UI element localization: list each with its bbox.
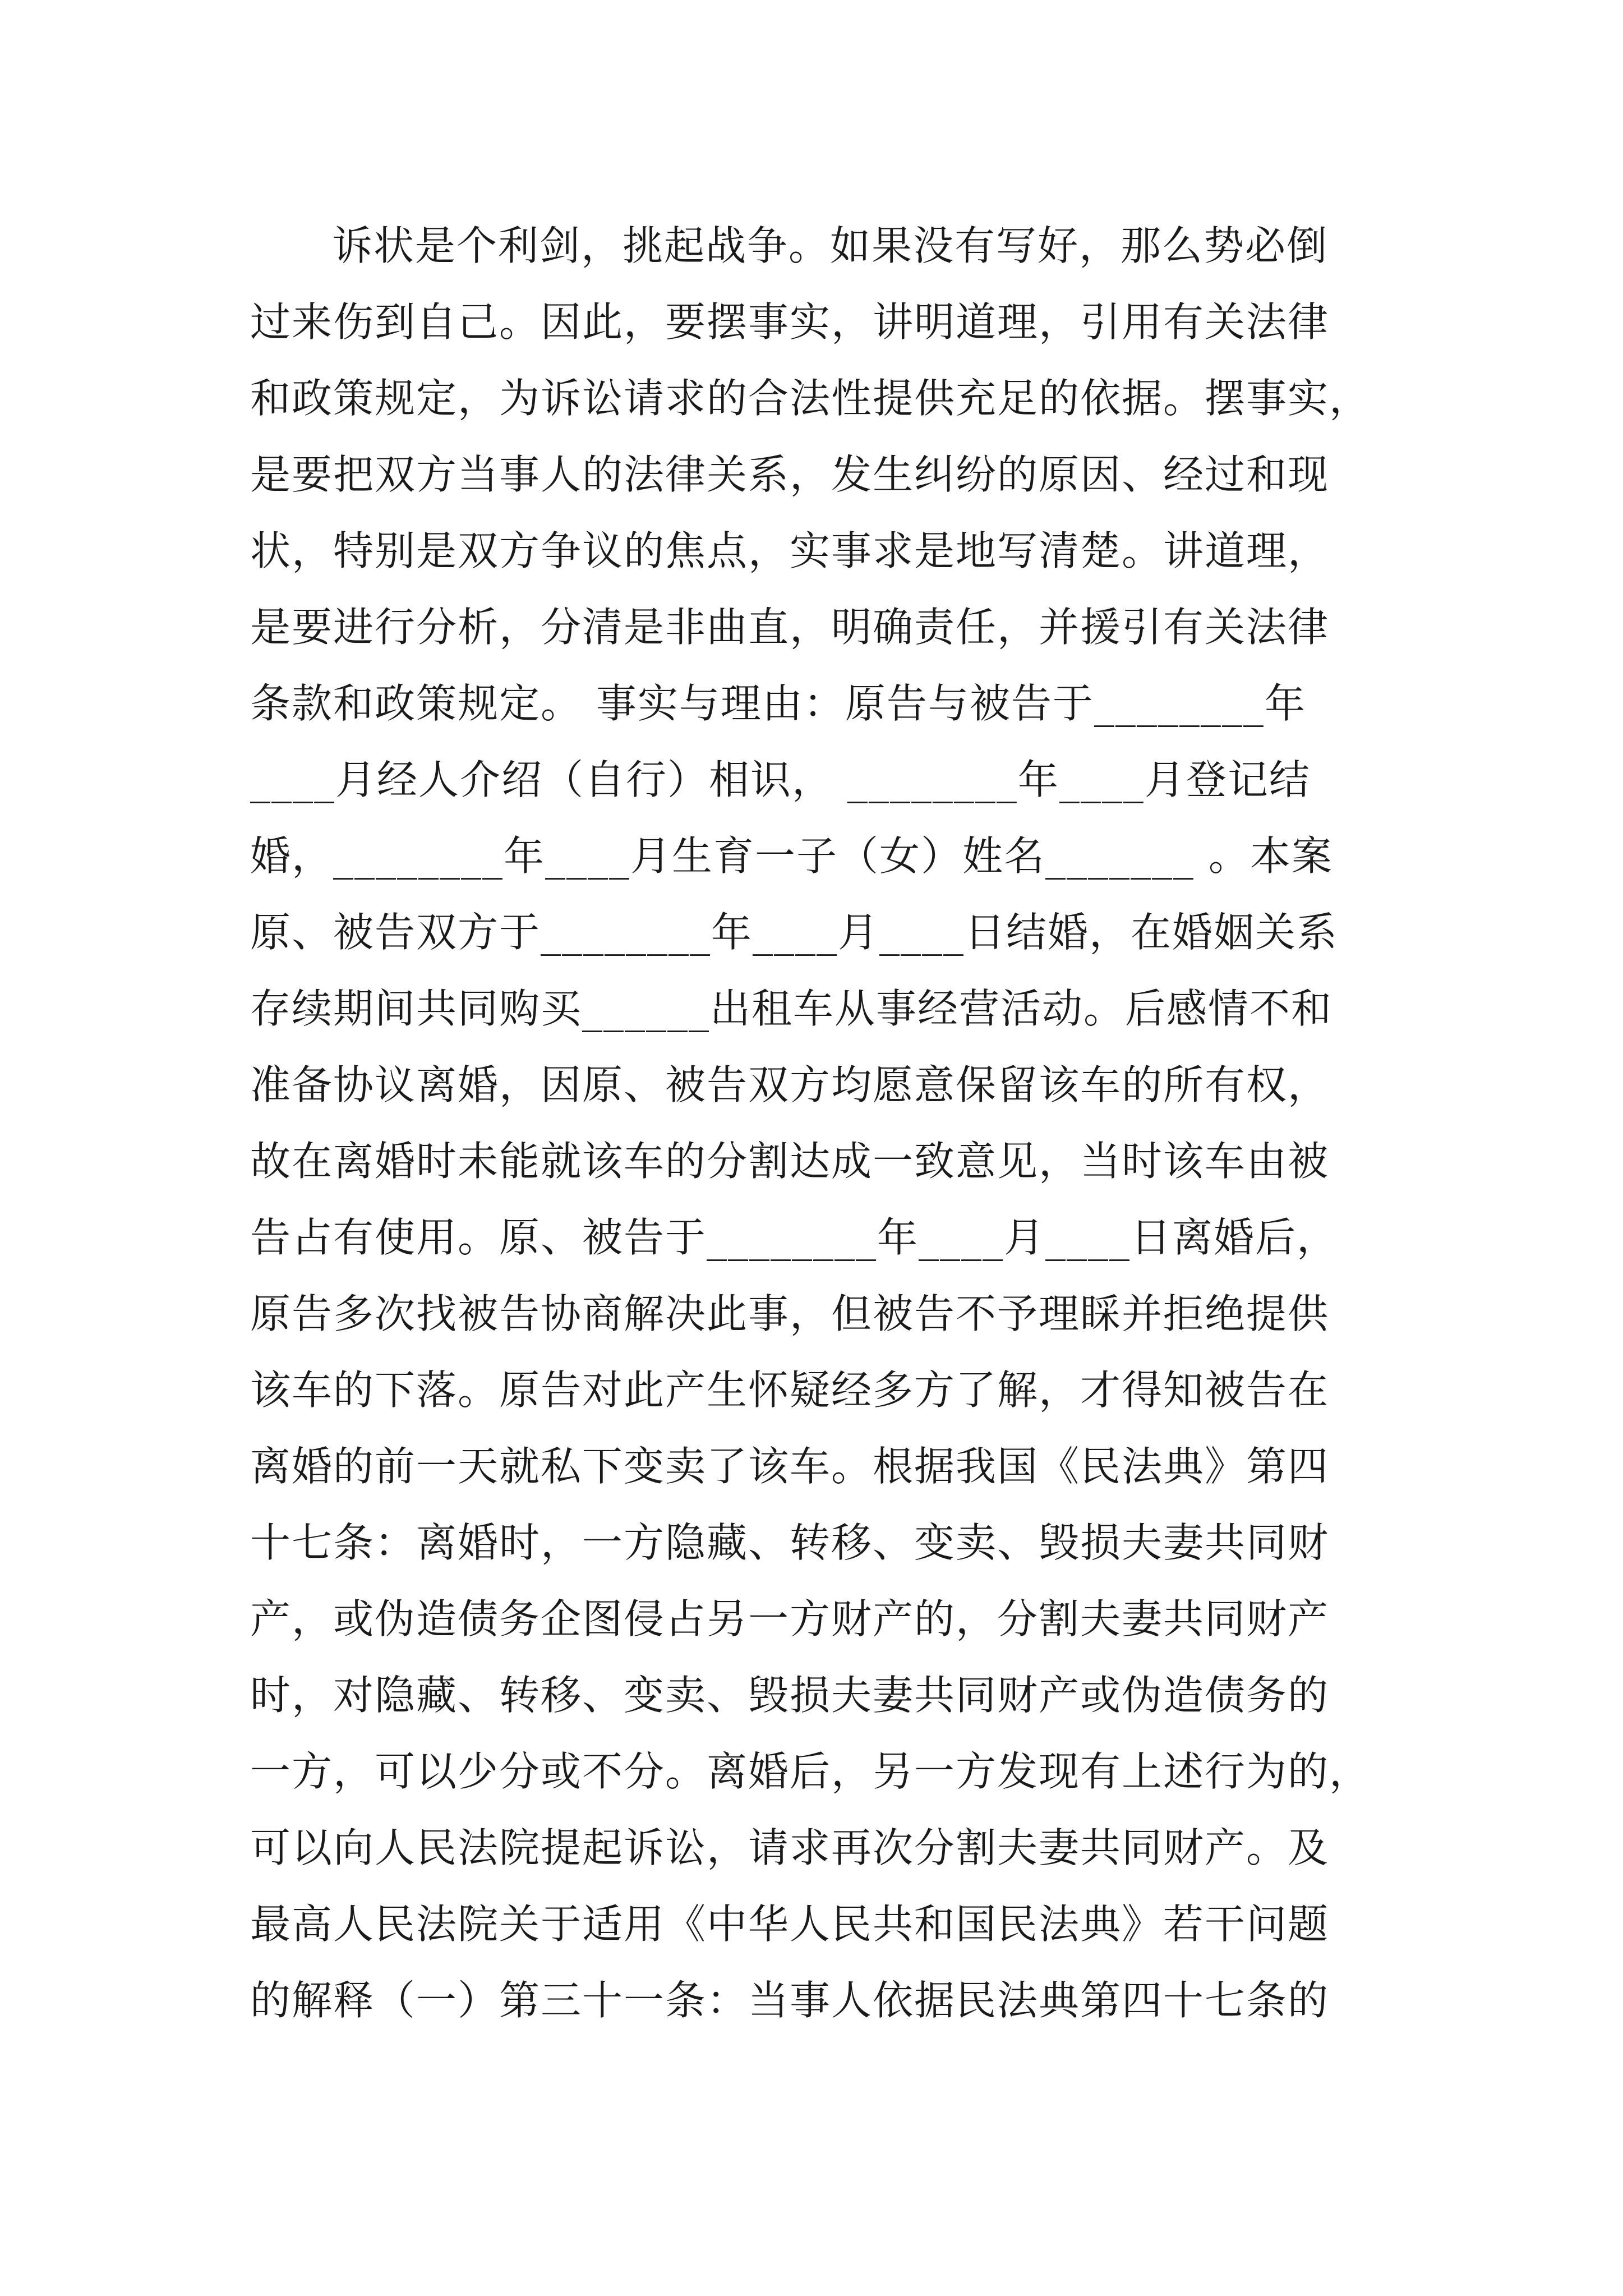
text-line: 告占有使用。原、被告于________年____月____日离婚后， (250, 1214, 1339, 1261)
text-line: 是要进行分析，分清是非曲直，明确责任，并援引有关法律 (250, 604, 1330, 651)
text-line: 时，对隐藏、转移、变卖、毁损夫妻共同财产或伪造债务的 (250, 1672, 1330, 1719)
text-line: 产，或伪造债务企图侵占另一方财产的，分割夫妻共同财产 (250, 1595, 1330, 1642)
text-line: 婚，________年____月生育一子（女）姓名_______ 。本案 (250, 832, 1333, 880)
text-line: 的解释（一）第三十一条：当事人依据民法典第四十七条的 (250, 1977, 1330, 2024)
text-line: 离婚的前一天就私下变卖了该车。根据我国《民法典》第四 (250, 1443, 1330, 1490)
text-line: 过来伤到自己。因此，要摆事实，讲明道理，引用有关法律 (250, 298, 1330, 346)
text-line: 可以向人民法院提起诉讼，请求再次分割夫妻共同财产。及 (250, 1824, 1330, 1871)
text-line: 状，特别是双方争议的焦点，实事求是地写清楚。讲道理， (250, 527, 1330, 574)
text-line: 故在离婚时未能就该车的分割达成一致意见，当时该车由被 (250, 1138, 1330, 1185)
text-line: 诉状是个利剑，挑起战争。如果没有写好，那么势必倒 (332, 222, 1329, 269)
text-line: ____月经人介绍（自行）相识， ________年____月登记结 (250, 756, 1311, 803)
text-line: 原告多次找被告协商解决此事，但被告不予理睬并拒绝提供 (250, 1290, 1330, 1337)
text-line: 原、被告双方于________年____月____日结婚，在婚姻关系 (250, 909, 1339, 956)
text-line: 十七条：离婚时，一方隐藏、转移、变卖、毁损夫妻共同财 (250, 1519, 1330, 1566)
text-line: 和政策规定，为诉讼请求的合法性提供充足的依据。摆事实， (250, 375, 1371, 422)
text-line: 最高人民法院关于适用《中华人民共和国民法典》若干问题 (250, 1901, 1330, 1948)
text-line: 该车的下落。原告对此产生怀疑经多方了解，才得知被告在 (250, 1366, 1330, 1414)
text-line: 存续期间共同购买______出租车从事经营活动。后感情不和 (250, 985, 1333, 1032)
body-text (250, 208, 1394, 2039)
text-line: 是要把双方当事人的法律关系，发生纠纷的原因、经过和现 (250, 451, 1330, 498)
text-line: 条款和政策规定。 事实与理由：原告与被告于________年 (250, 680, 1306, 727)
text-line: 准备协议离婚，因原、被告双方均愿意保留该车的所有权， (250, 1061, 1330, 1108)
text-line: 一方，可以少分或不分。离婚后，另一方发现有上述行为的， (250, 1748, 1371, 1795)
